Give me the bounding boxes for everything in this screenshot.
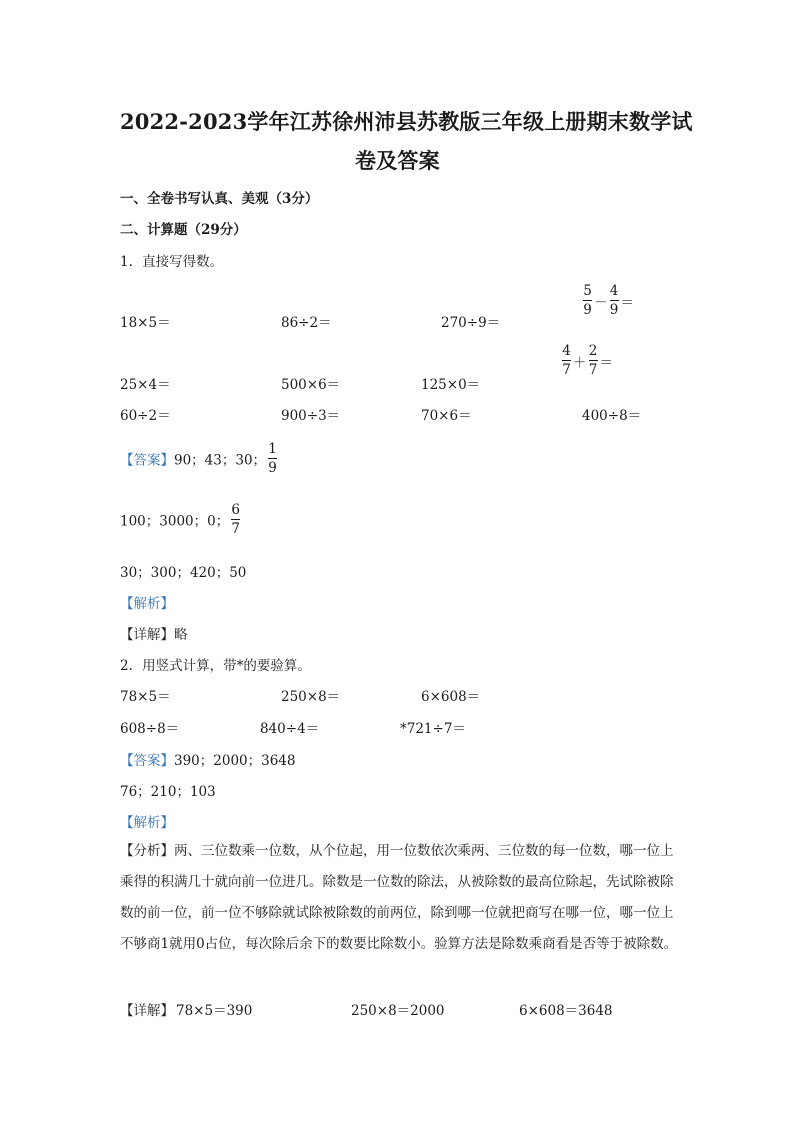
q2-detail-tag: 【详解】 [120, 1003, 174, 1019]
equals-sign: ＝ [599, 354, 613, 371]
section-1-heading: 一、全卷书写认真、美观（3分） [120, 191, 319, 207]
q2-answer-tag [120, 749, 295, 769]
q1-answer-line-1 [120, 442, 277, 475]
q1-analysis-tag: 【解析】 [120, 596, 174, 612]
q2-analysis-paragraph: 【分析】两、三位数乘一位数，从个位起，用一位数依次乘两、三位数的每一位数，哪一位上乘得的积满几十就向前一位进几。除数是一位数的除法，从被除数的最高位除起，先试除被除数的前一位，前一位不够除就试除被除数的前两位，除到哪一位就把商写在哪一位，哪一位上不够商1就用0占位，每次除后余下的数要比除数小。验算方法是除数乘商看是否等于被除数。 [120, 843, 678, 952]
q2-item: 78×5＝ [120, 689, 171, 705]
q2-analysis-tag: 【解析】 [120, 815, 174, 831]
q1-detail: 【详解】略 [120, 627, 188, 643]
question-1-prompt: 1．直接写得数。 [120, 254, 224, 270]
denominator: 9 [583, 302, 592, 319]
q1-item: 400÷8＝ [582, 408, 642, 424]
q1-item: 25×4＝ [120, 377, 171, 393]
numerator: 1 [268, 441, 277, 457]
denominator: 7 [562, 362, 571, 379]
numerator: 5 [583, 283, 592, 299]
section-2-heading: 二、计算题（29分） [120, 222, 247, 238]
numerator: 4 [609, 283, 619, 299]
fraction [589, 344, 598, 377]
q2-item: *721÷7＝ [400, 721, 466, 737]
question-2-prompt: 2．用竖式计算，带*的要验算。 [120, 658, 311, 674]
q2-detail-item: 78×5＝390 [176, 1003, 253, 1019]
q1-item: 86÷2＝ [281, 315, 332, 331]
denominator: 9 [609, 302, 619, 319]
fraction-bar [268, 458, 277, 459]
operator: ＋ [573, 354, 587, 371]
q1-fraction-expression [583, 284, 636, 317]
q2-answer-line-2: 76；210；103 [120, 784, 216, 800]
q1-item: 18×5＝ [120, 315, 171, 331]
fraction [583, 284, 592, 317]
fraction [562, 344, 571, 377]
answer-tag: 【答案】 [120, 753, 174, 769]
q2-item: 250×8＝ [281, 689, 341, 705]
fraction-bar [589, 360, 598, 361]
q2-detail-item: 6×608＝3648 [519, 1003, 613, 1019]
answer-values: 100；3000；0； [120, 513, 230, 530]
operator: － [594, 294, 608, 311]
q2-detail-item: 250×8＝2000 [351, 1003, 445, 1019]
q2-item: 6×608＝ [421, 689, 481, 705]
answer-fraction [268, 442, 277, 475]
equals-sign: ＝ [620, 294, 634, 311]
q1-answer-line-3: 30；300；420；50 [120, 565, 247, 581]
q1-item: 60÷2＝ [120, 408, 171, 424]
fraction-bar [610, 300, 619, 301]
answer-values: 90；43；30； [174, 452, 267, 469]
q1-item: 500×6＝ [281, 377, 341, 393]
fraction-bar [562, 360, 571, 361]
q1-answer-line-2 [120, 503, 240, 536]
answer-values: 390；2000；3648 [174, 753, 296, 769]
numerator: 4 [562, 343, 571, 359]
q1-item: 900÷3＝ [281, 408, 341, 424]
fraction-bar [231, 519, 240, 520]
fraction-bar [583, 300, 592, 301]
document-title-line-2: 卷及答案 [355, 148, 440, 173]
q1-fraction-expression [562, 344, 615, 377]
q2-item: 608÷8＝ [120, 721, 180, 737]
q1-item: 70×6＝ [421, 408, 472, 424]
q1-item: 125×0＝ [421, 377, 481, 393]
numerator: 2 [588, 343, 598, 359]
q2-item: 840÷4＝ [260, 721, 320, 737]
denominator: 9 [268, 460, 277, 477]
denominator: 7 [588, 362, 598, 379]
fraction [610, 284, 619, 317]
document-title-line-1: 2022-2023学年江苏徐州沛县苏教版三年级上册期末数学试 [120, 109, 693, 134]
numerator: 6 [231, 502, 241, 518]
q1-item: 270÷9＝ [441, 315, 501, 331]
denominator: 7 [231, 521, 241, 538]
answer-fraction [231, 503, 240, 536]
answer-tag: 【答案】 [120, 452, 174, 469]
